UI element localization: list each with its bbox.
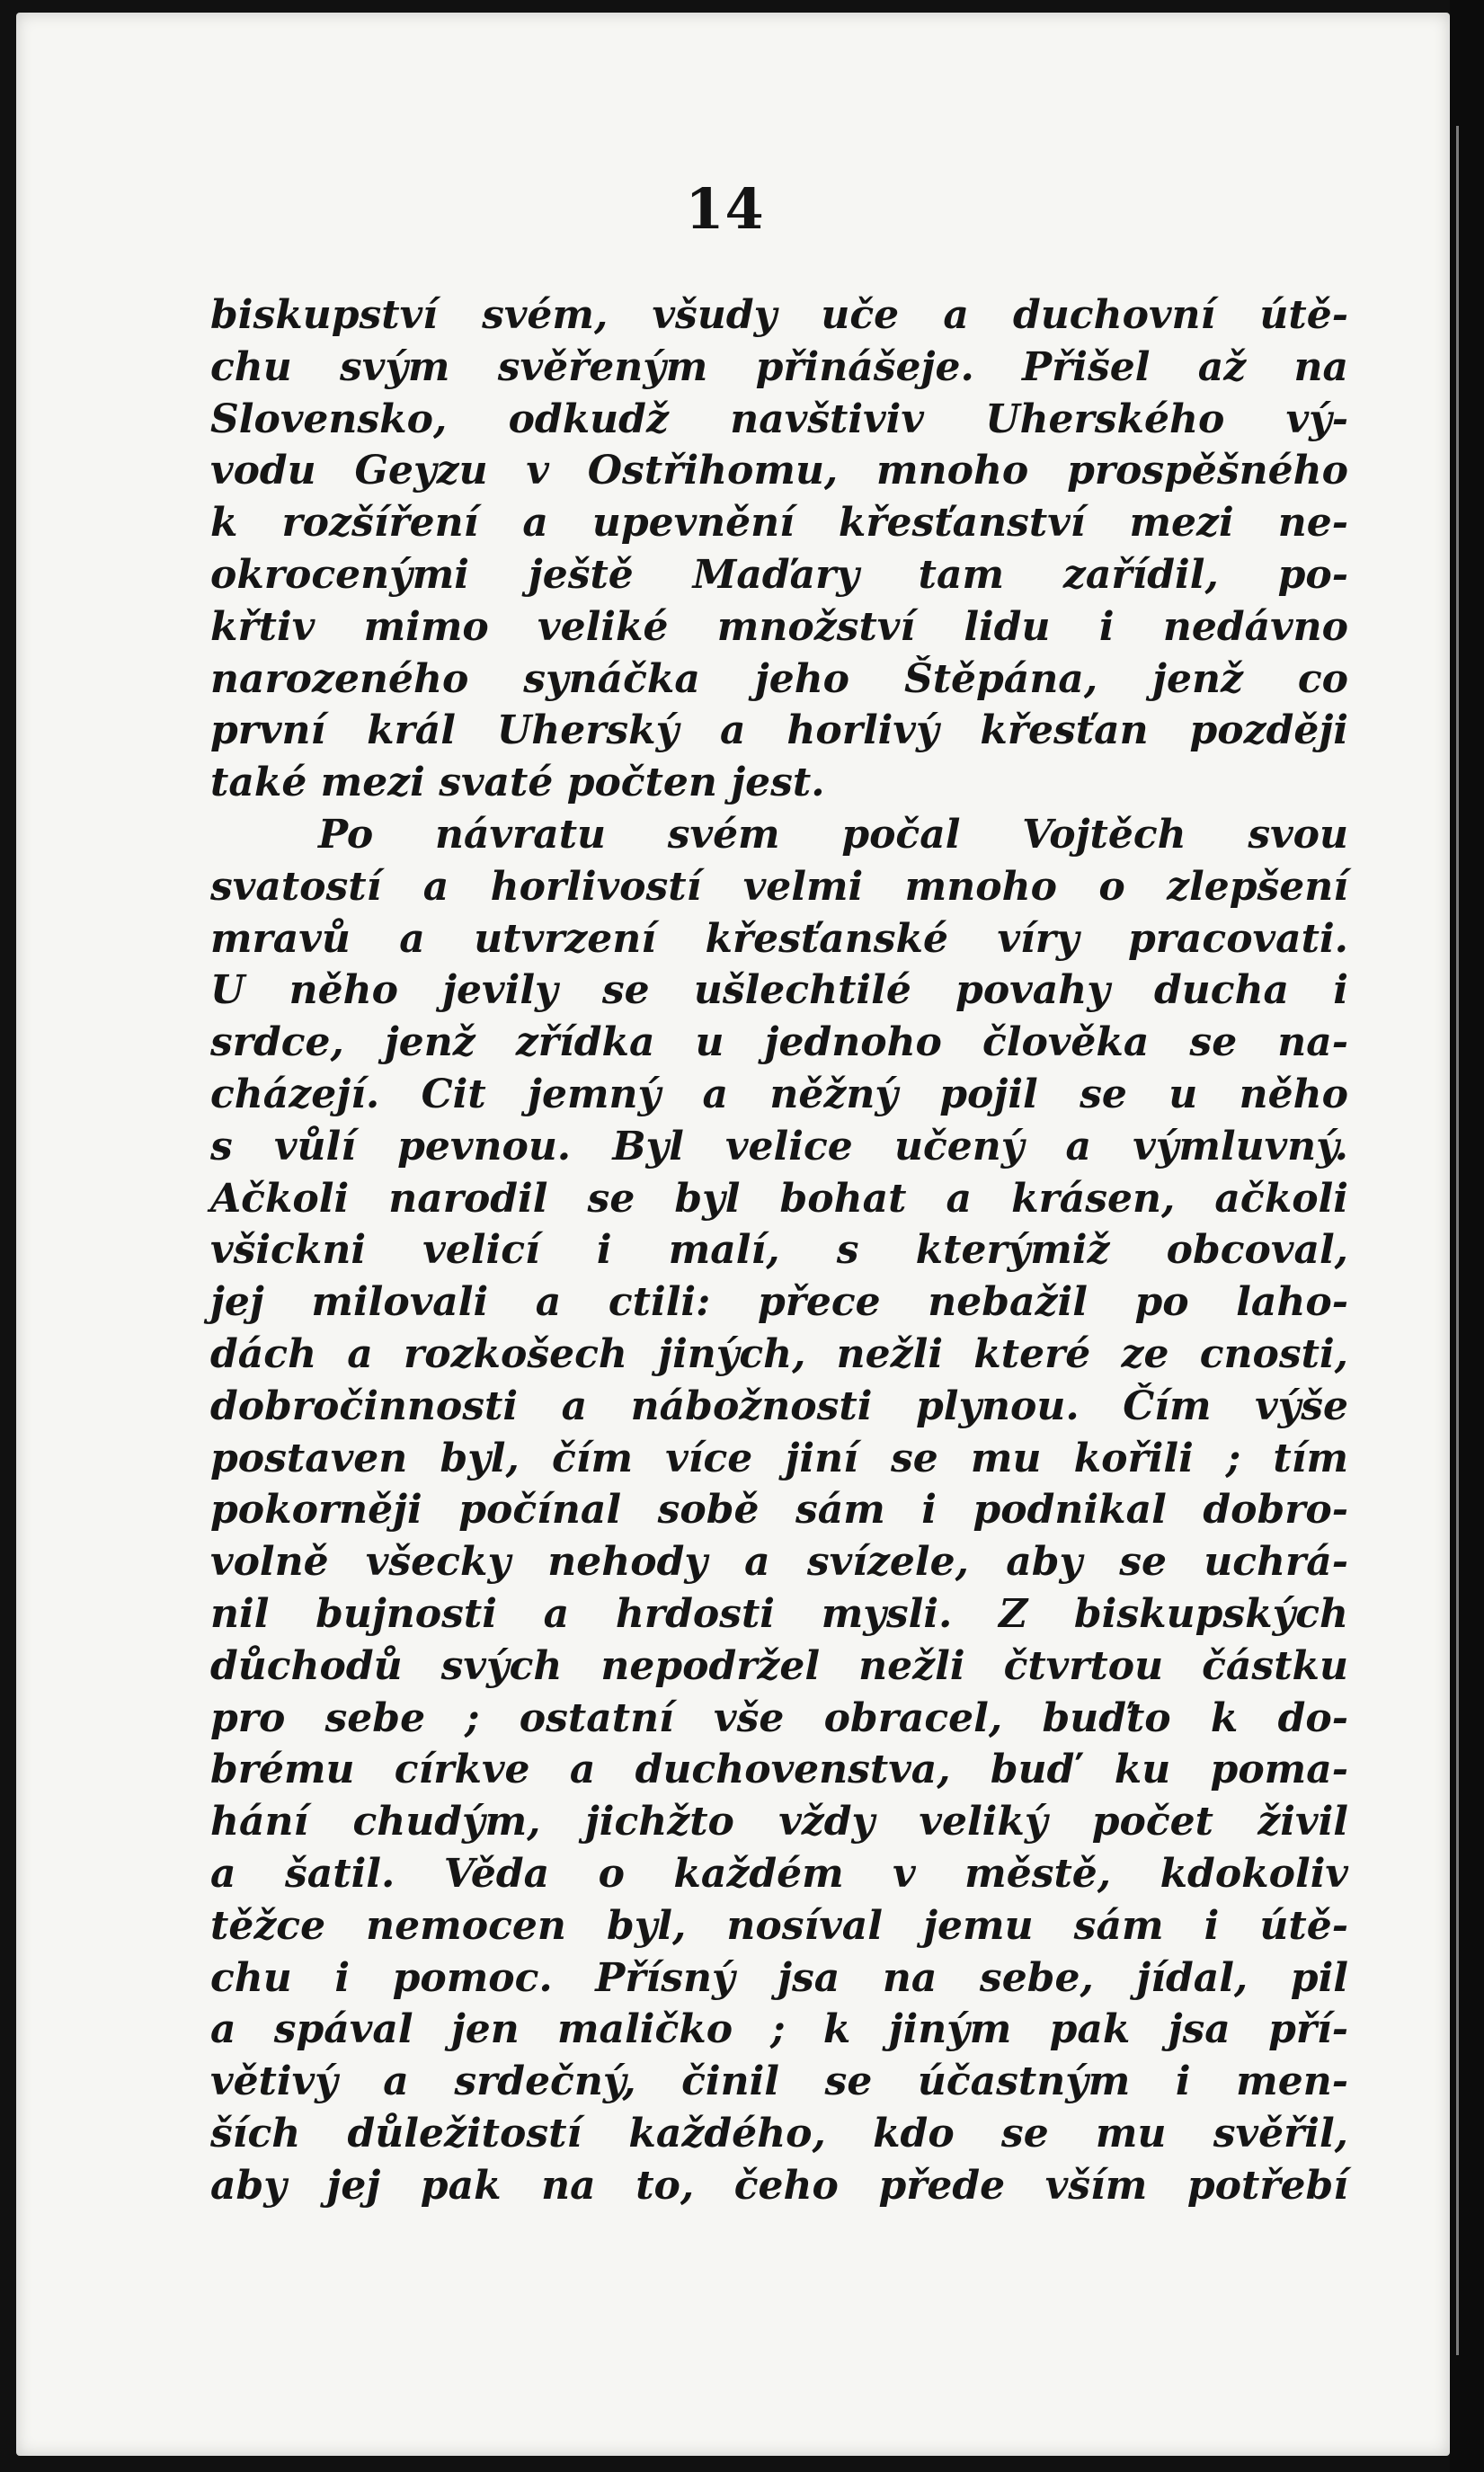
paragraph-end-line: také mezi svaté počten jest. [210, 760, 825, 806]
text-line: dách a rozkošech jiných, nežli které ze cnosti, [210, 1330, 1348, 1377]
text-line: křtiv mimo veliké množství lidu i nedávno [210, 603, 1348, 650]
text-line: dobročinnosti a nábožnosti plynou. Čím výše [210, 1383, 1348, 1429]
body-text [210, 289, 1348, 2211]
text-line: všickni velicí i malí, s kterýmiž obcoval, [210, 1227, 1348, 1274]
text-line: postaven byl, čím více jiní se mu kořili ; tím [210, 1435, 1348, 1481]
text-line: nil bujnosti a hrdosti mysli. Z biskupských [210, 1590, 1348, 1637]
text-line: k rozšíření a upevnění křesťanství mezi ne- [210, 500, 1348, 547]
paragraph-start-line: Po návratu svém počal Vojtěch svou [318, 811, 1348, 858]
page-edge-line [1456, 126, 1459, 2355]
text-line: pokorněji počínal sobě sám i podnikal dobro- [210, 1487, 1348, 1534]
text-line: biskupství svém, všudy uče a duchovní útě- [210, 292, 1348, 338]
text-line: jej milovali a ctili: přece nebažil po laho- [210, 1279, 1348, 1326]
page-edge-shadow [1450, 0, 1484, 2472]
text-line: důchodů svých nepodržel nežli čtvrtou částku [210, 1642, 1348, 1689]
text-line: Slovensko, odkudž navštiviv Uherského vý- [210, 396, 1348, 442]
text-line: pro sebe ; ostatní vše obracel, buďto k do- [210, 1694, 1348, 1741]
text-line: první král Uherský a horlivý křesťan později [210, 707, 1348, 754]
text-line: cházejí. Cit jemný a něžný pojil se u něho [210, 1071, 1348, 1117]
text-line: hání chudým, jichžto vždy veliký počet živil [210, 1799, 1348, 1845]
text-line: Ačkoli narodil se byl bohat a krásen, ačkoli [210, 1175, 1348, 1222]
text-line: chu svým svěřeným přinášeje. Přišel až na [210, 343, 1348, 390]
text-line: vodu Geyzu v Ostřihomu, mnoho prospěšného [210, 448, 1348, 494]
text-line: brému církve a duchovenstva, buď ku poma- [210, 1747, 1348, 1793]
text-line: s vůlí pevnou. Byl velice učený a výmluvný. [210, 1123, 1348, 1169]
text-line: a šatil. Věda o každém v městě, kdokoliv [210, 1850, 1348, 1897]
text-line: narozeného synáčka jeho Štěpána, jenž co [210, 655, 1348, 702]
text-line: aby jej pak na to, čeho přede vším potřebí [210, 2162, 1348, 2209]
page-number: 14 [685, 176, 765, 242]
text-line: mravů a utvrzení křesťanské víry pracovati. [210, 915, 1348, 962]
text-line: okrocenými ještě Maďary tam zařídil, po- [210, 551, 1348, 598]
text-line: srdce, jenž zřídka u jednoho člověka se na- [210, 1019, 1348, 1066]
text-line: a spával jen maličko ; k jiným pak jsa pří- [210, 2006, 1348, 2053]
text-line: ších důležitostí každého, kdo se mu svěřil, [210, 2110, 1348, 2156]
text-line: chu i pomoc. Přísný jsa na sebe, jídal, pil [210, 1954, 1348, 2001]
text-line: U něho jevily se ušlechtilé povahy ducha i [210, 967, 1348, 1014]
text-line: volně všecky nehody a svízele, aby se uchrá- [210, 1539, 1348, 1586]
text-line: těžce nemocen byl, nosíval jemu sám i útě- [210, 1902, 1348, 1949]
text-line: svatostí a horlivostí velmi mnoho o zlepšení [210, 863, 1348, 910]
text-line: větivý a srdečný, činil se účastným i men- [210, 2059, 1348, 2105]
